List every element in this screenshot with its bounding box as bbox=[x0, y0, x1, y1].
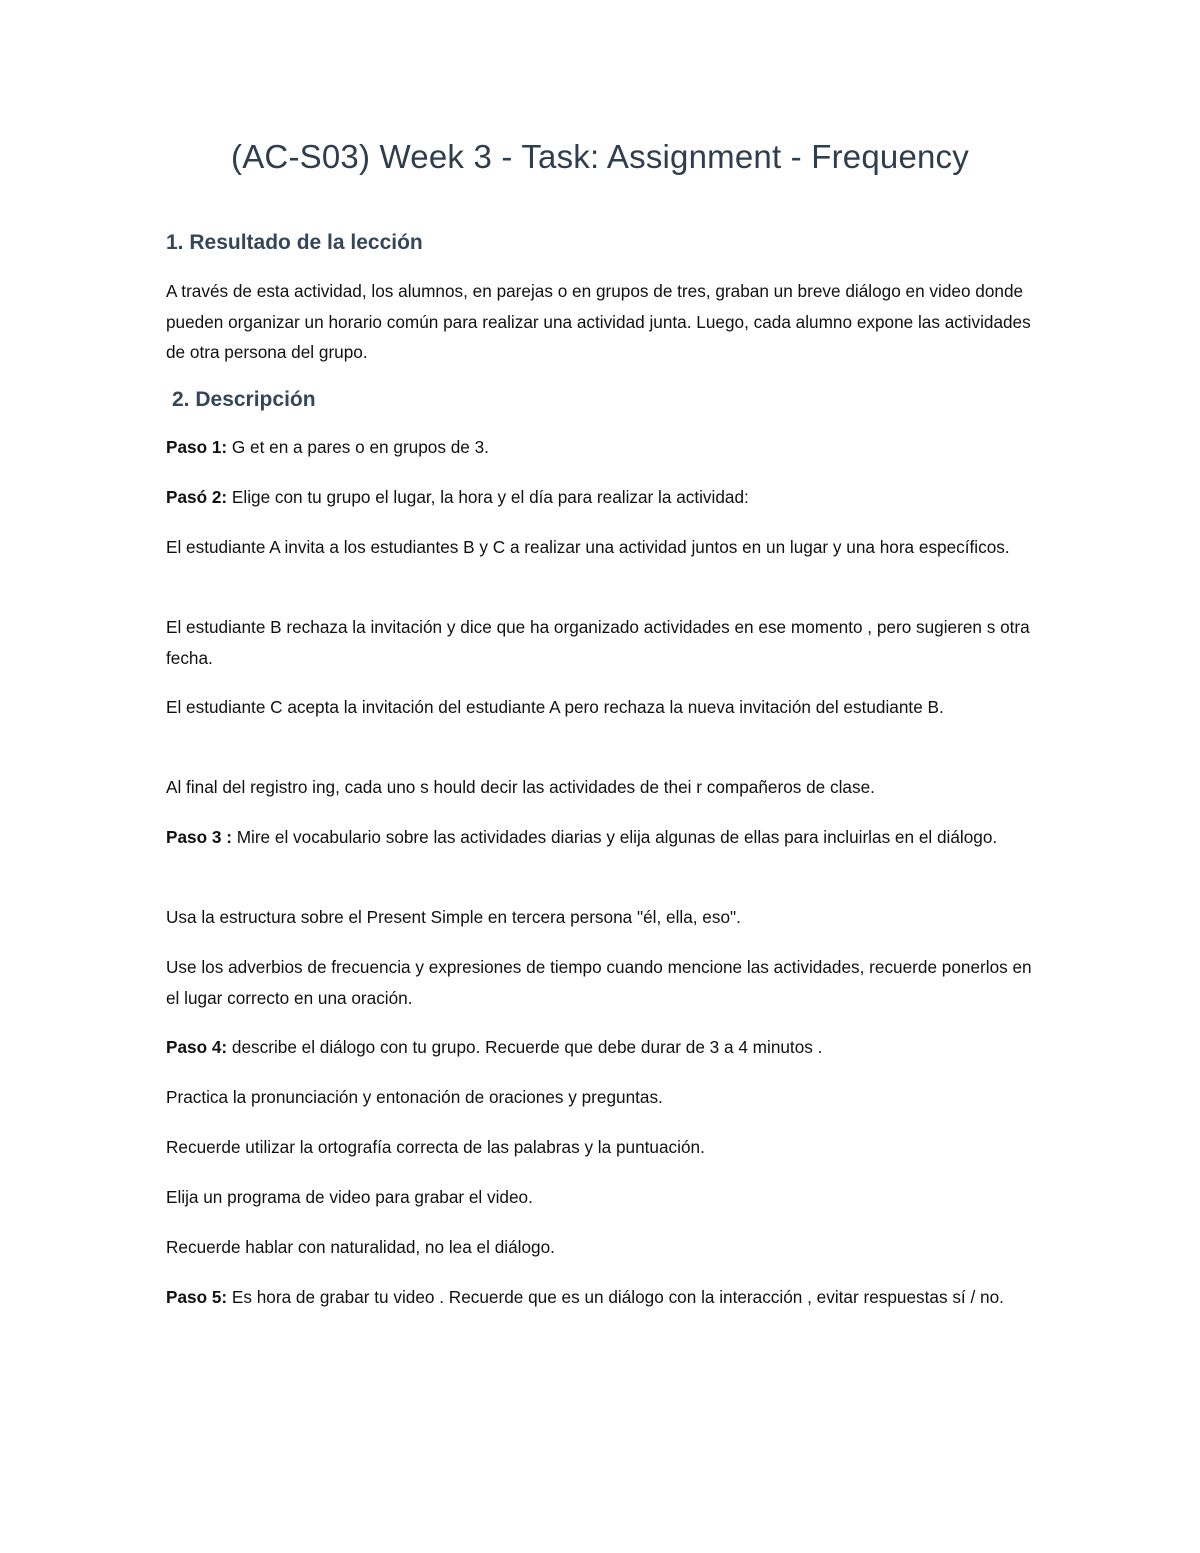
step5-paragraph bbox=[166, 1282, 1046, 1313]
present-simple-paragraph: Usa la estructura sobre el Present Simple en tercera persona "él, ella, eso". bbox=[166, 907, 741, 927]
section-heading-resultado: 1. Resultado de la lección bbox=[166, 231, 423, 254]
end-of-recording-paragraph: Al final del registro ing, cada uno s hould decir las actividades de thei r compañeros de clase. bbox=[166, 777, 875, 797]
student-c-paragraph: El estudiante C acepta la invitación del estudiante A pero rechaza la nueva invitación del estudiante B. bbox=[166, 697, 944, 717]
section-heading-descripcion: 2. Descripción bbox=[172, 388, 316, 411]
naturality-paragraph: Recuerde hablar con naturalidad, no lea el diálogo. bbox=[166, 1237, 555, 1257]
step2-paragraph bbox=[166, 482, 1046, 513]
step5-label: Paso 5: bbox=[166, 1287, 228, 1307]
step3-label: Paso 3 : bbox=[166, 827, 232, 847]
step1-text: G et en a pares o en grupos de 3. bbox=[227, 437, 489, 457]
adverbs-paragraph: Use los adverbios de frecuencia y expresiones de tiempo cuando mencione las actividades, recuerde ponerlos en el lugar correcto en una oración. bbox=[166, 957, 1032, 1008]
document-title: (AC-S03) Week 3 - Task: Assignment - Frequency bbox=[231, 138, 969, 175]
step3-text: Mire el vocabulario sobre las actividades diarias y elija algunas de ellas para incluirlas en el diálogo. bbox=[231, 827, 998, 847]
step4-paragraph bbox=[166, 1032, 1046, 1063]
step2-label: Pasó 2: bbox=[166, 487, 228, 507]
student-a-paragraph: El estudiante A invita a los estudiantes B y C a realizar una actividad juntos en un lugar y una hora específicos. bbox=[166, 537, 1010, 557]
step4-label: Paso 4: bbox=[166, 1037, 228, 1057]
step1-label: Paso 1: bbox=[166, 437, 228, 457]
video-program-paragraph: Elija un programa de video para grabar el video. bbox=[166, 1187, 533, 1207]
student-b-paragraph: El estudiante B rechaza la invitación y dice que ha organizado actividades en ese momento , pero sugieren s otra fecha. bbox=[166, 617, 1030, 668]
step5-text: Es hora de grabar tu video . Recuerde que es un diálogo con la interacción , evitar respuestas sí / no. bbox=[227, 1287, 1004, 1307]
pronunciation-paragraph: Practica la pronunciación y entonación de oraciones y preguntas. bbox=[166, 1087, 663, 1107]
spelling-paragraph: Recuerde utilizar la ortografía correcta de las palabras y la puntuación. bbox=[166, 1137, 705, 1157]
step3-paragraph bbox=[166, 822, 1046, 853]
step1-paragraph bbox=[166, 432, 1046, 463]
step4-text: describe el diálogo con tu grupo. Recuerde que debe durar de 3 a 4 minutos . bbox=[227, 1037, 823, 1057]
section1-paragraph: A través de esta actividad, los alumnos, en parejas o en grupos de tres, graban un breve diálogo en video donde pueden organizar un horario común para realizar una actividad junta. Luego, cada alumno expone las actividades de otra persona del grupo. bbox=[166, 281, 1031, 362]
step2-text: Elige con tu grupo el lugar, la hora y el día para realizar la actividad: bbox=[227, 487, 749, 507]
